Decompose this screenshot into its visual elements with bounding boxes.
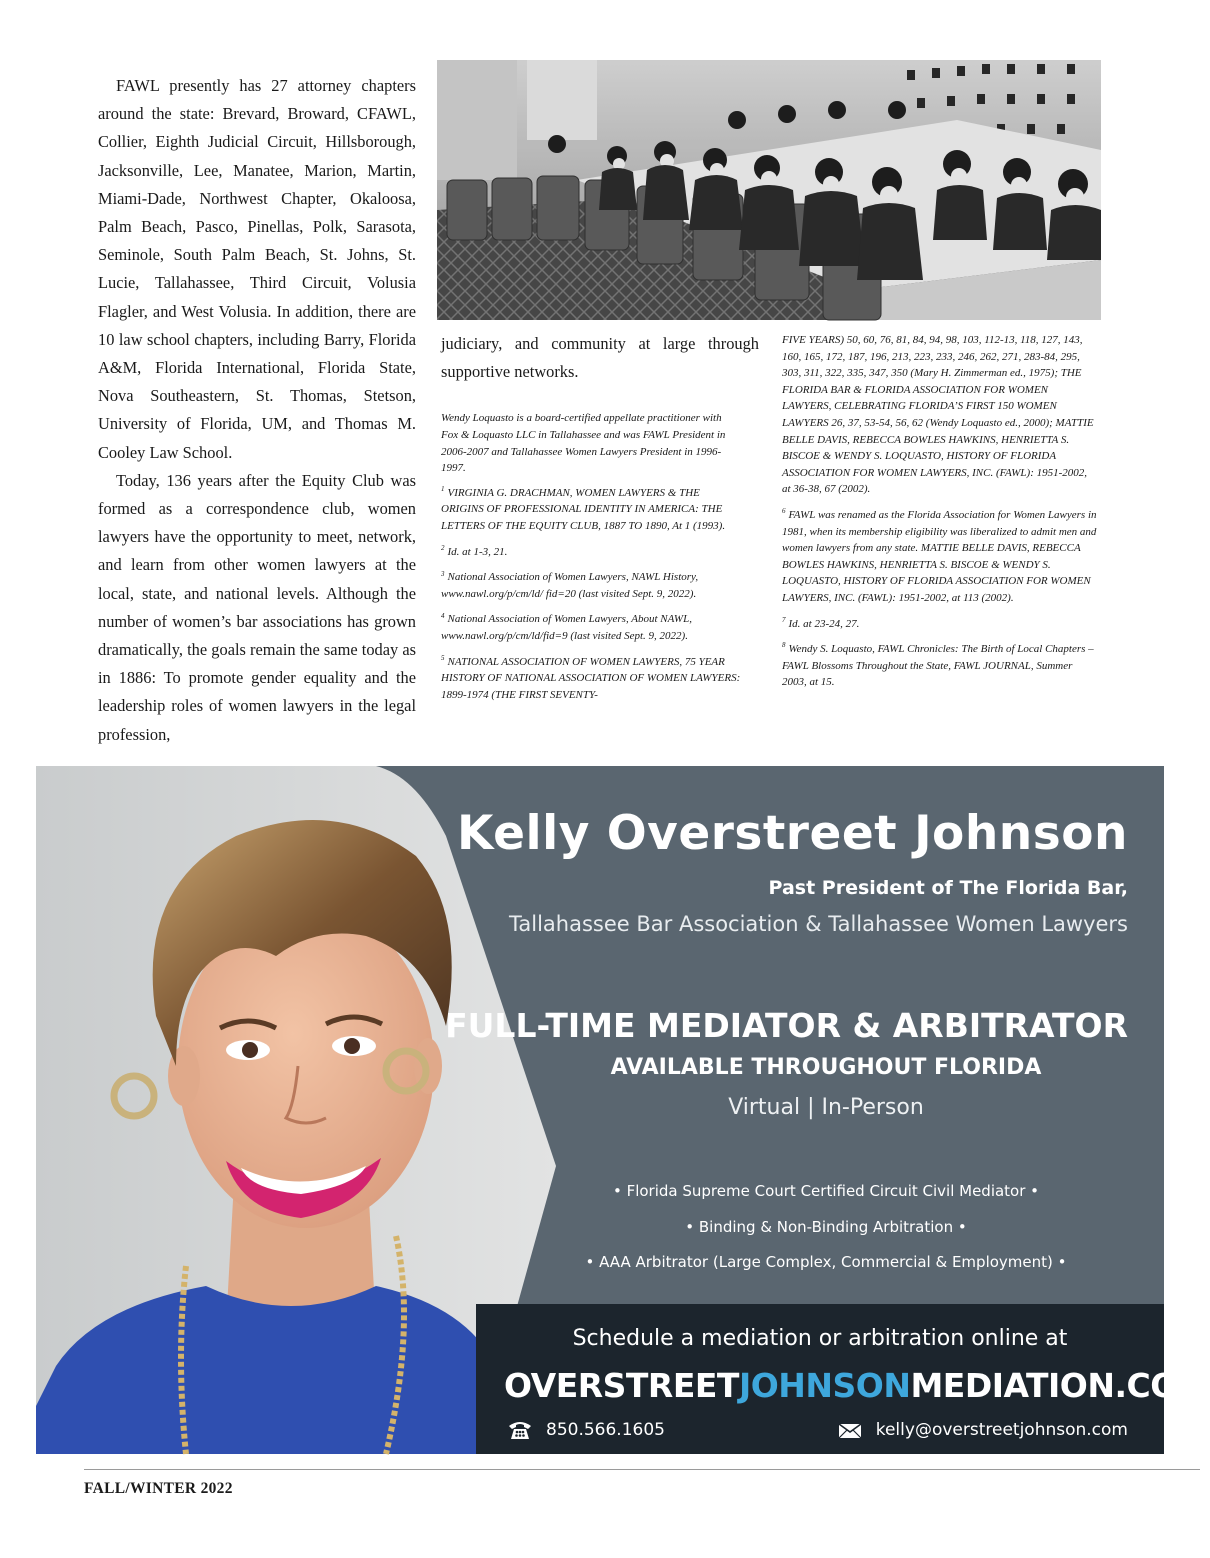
credentials-list <box>516 1174 1136 1281</box>
footnote: $^5$ NATIONAL ASSOCIATION OF WOMEN LAWYERS, 75 YEAR HISTORY OF NATIONAL ASSOCIATION OF WOMEN LAWYERS: 1899-1974 (THE FIRST SEVENTY- <box>441 653 741 701</box>
envelope-icon <box>838 1421 862 1439</box>
schedule-prompt: Schedule a mediation or arbitration online at <box>572 1326 1068 1351</box>
footnote: $^8$ Wendy S. Loquasto, FAWL Chronicles: The Birth of Local Chapters – FAWL Blossoms Throughout the State, FAWL JOURNAL, Summer 2003, at 15. <box>782 641 1094 689</box>
footnote: $^6$ FAWL was renamed as the Florida Association for Women Lawyers in 1981, when its membership eligibility was liberalized to admit men and women lawyers from any state. MATTIE BELLE DAVIS, REBECCA BOWLES HAWKINS, HENRIETTA S. BISCOE & WENDY S. LOQUASTO, HISTORY OF FLORIDA ASSOCIATION FOR WOMEN LAWYERS, INC. (FAWL): 1951-2002, at 113 (2002). <box>782 507 1097 604</box>
mediator-advertisement <box>36 766 1210 1454</box>
phone-number: 850.566.1605 <box>546 1420 665 1440</box>
advertiser-affiliations: Tallahassee Bar Association & Tallahassee Women Lawyers <box>509 912 1128 936</box>
advertiser-name: Kelly Overstreet Johnson <box>457 806 1128 861</box>
historic-luncheon-photo <box>437 60 1101 320</box>
service-headline: FULL-TIME MEDIATOR & ARBITRATOR <box>445 1006 1128 1045</box>
email-contact[interactable] <box>838 1420 1128 1440</box>
footnote: $^3$ National Association of Women Lawyers, NAWL History, www.nawl.org/p/cm/ld/ fid=20 (last visited Sept. 9, 2022). <box>441 569 699 600</box>
ad-text-panel <box>36 766 1210 1454</box>
article-paragraph: FAWL presently has 27 attorney chapters around the state: Brevard, Broward, CFAWL, Collier, Eighth Judicial Circuit, Hillsborough, Jacksonville, Lee, Manatee, Marion, Martin, Miami-Dade, Northwest Chapter, Okaloosa, Palm Beach, Pasco, Pinellas, Polk, Sarasota, Seminole, South Palm Beach, St. Johns, St. Lucie, Tallahassee, Third Circuit, Volusia Flagler, and West Volusia. In addition, there are 10 law school chapters, including Barry, Florida A&M, Florida International, Florida State, Nova Southeastern, St. Thomas, Stetson, University of Florida, UM, and Thomas M. Cooley Law School. <box>98 76 416 462</box>
meeting-mode: Virtual | In-Person <box>728 1095 924 1120</box>
article-paragraph: Today, 136 years after the Equity Club was formed as a correspondence club, women lawyers have the opportunity to meet, network, and learn from other women lawyers at the local, state, and national levels. Although the number of women’s bar associations has grown dramatically, the goals remain the same today as in 1886: To promote gender equality and the leadership roles of women lawyers in the legal profession, <box>98 470 416 744</box>
author-note: Wendy Loquasto is a board-certified appellate practitioner with Fox & Loquasto LLC in Tallahassee and was FAWL President in 2006-2007 and Tallahassee Women Lawyers President in 1996-1997. <box>441 412 726 475</box>
footnote-continuation: FIVE YEARS) 50, 60, 76, 81, 84, 94, 98, 103, 112-13, 118, 127, 143, 160, 165, 172, 187, 196, 213, 223, 233, 246, 262, 271, 283-84, 295, 303, 311, 322, 335, 347, 350 (Mary H. Zimmerman ed., 1975); THE FLORIDA BAR & FLORIDA ASSOCIATION FOR WOMEN LAWYERS, CELEBRATING FLORIDA’S FIRST 150 WOMEN LAWYERS 26, 37, 53-54, 56, 62 (Wendy Loquasto ed., 2000); MATTIE BELLE DAVIS, REBECCA BOWLES HAWKINS, HENRIETTA S. BISCOE & WENDY S. LOQUASTO, HISTORY OF FLORIDA ASSOCIATION FOR WOMEN LAWYERS, INC. (FAWL): 1951-2002, at 36-38, 67 (2002). <box>782 334 1094 496</box>
article-column-left <box>98 72 416 749</box>
article-column-middle <box>441 330 759 712</box>
phone-icon <box>508 1420 532 1440</box>
email-address: kelly@overstreetjohnson.com <box>875 1420 1128 1440</box>
credential-item: • AAA Arbitrator (Large Complex, Commercial & Employment) • <box>585 1253 1067 1271</box>
ad-contact-bar <box>476 1304 1210 1454</box>
footnotes-column-right <box>782 332 1100 700</box>
footnote: $^1$ VIRGINIA G. DRACHMAN, WOMEN LAWYERS & THE ORIGINS OF PROFESSIONAL IDENTITY IN AMERICA: THE LETTERS OF THE EQUITY CLUB, 1887 TO 1890, At 1 (1993). <box>441 485 726 532</box>
advertiser-title: Past President of The Florida Bar, <box>768 877 1128 899</box>
credential-item: • Florida Supreme Court Certified Circuit Civil Mediator • <box>612 1182 1040 1200</box>
issue-label: FALL/WINTER 2022 <box>84 1480 233 1497</box>
website-link[interactable]: OVERSTREETJOHNSONMEDIATION.COM <box>504 1366 1210 1405</box>
footnote: $^4$ National Association of Women Lawyers, About NAWL, www.nawl.org/p/cm/ld/fid=9 (last visited Sept. 9, 2022). <box>441 611 692 642</box>
footnote: $^2$ Id. at 1-3, 21. <box>441 543 508 558</box>
article-continuation: judiciary, and community at large through supportive networks. <box>441 334 759 382</box>
credential-item: • Binding & Non-Binding Arbitration • <box>685 1217 967 1236</box>
availability-line: AVAILABLE THROUGHOUT FLORIDA <box>610 1055 1042 1080</box>
footnote: $^7$ Id. at 23-24, 27. <box>782 615 860 630</box>
footer-rule <box>84 1469 1200 1470</box>
phone-contact[interactable] <box>508 1420 665 1440</box>
luncheon-photo-illustration <box>437 60 1101 320</box>
